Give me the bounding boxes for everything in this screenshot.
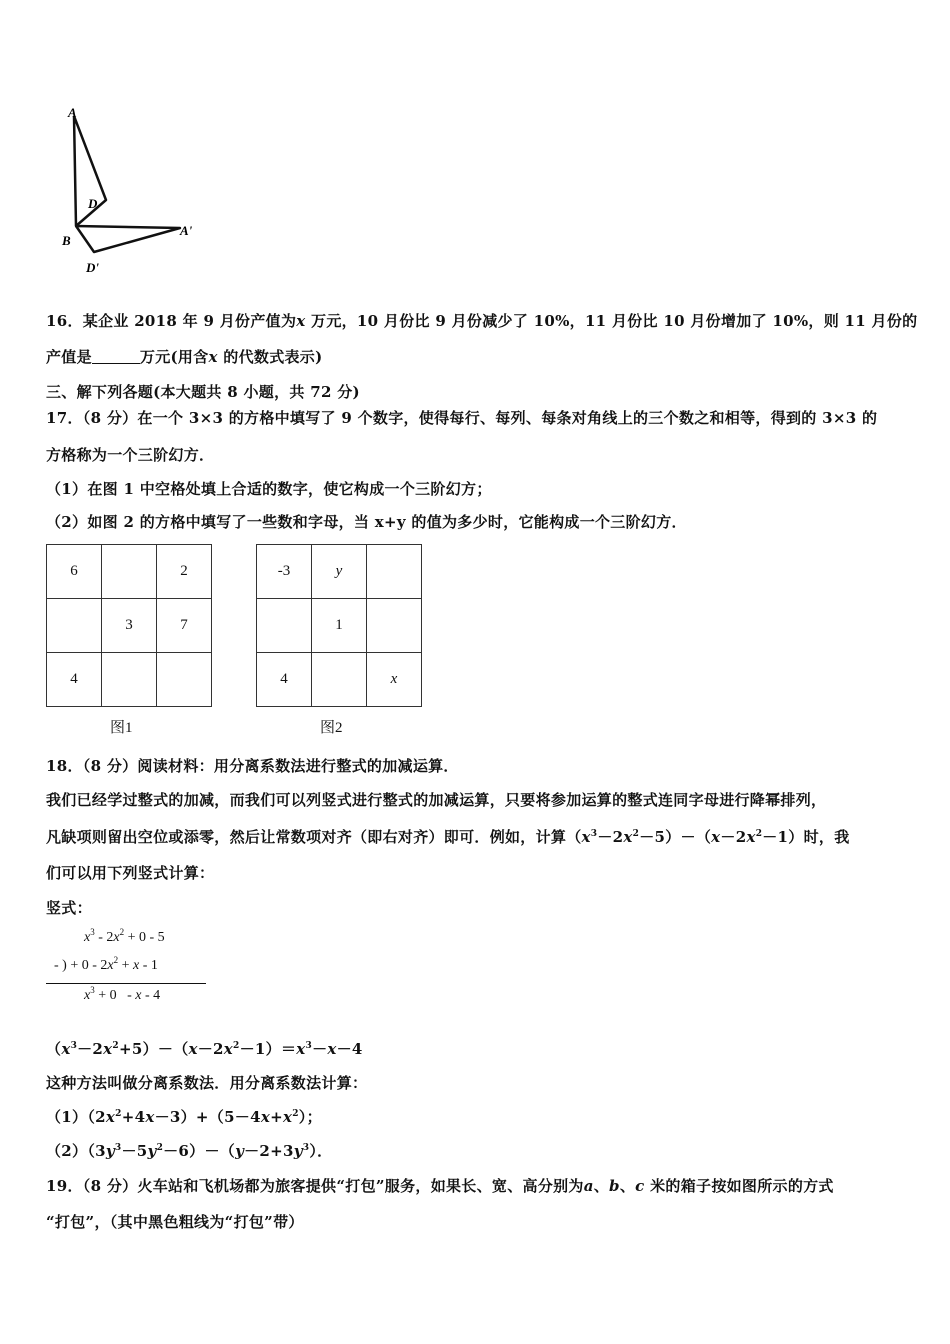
q19-line1: 19．（8 分）火车站和飞机场都为旅客提供“打包”服务，如果长、宽、高分别为a、b、c 米的箱子按如图所示的方式 [46, 1177, 834, 1195]
grid2-cell: 4 [257, 653, 312, 707]
label-D-prime: D' [86, 260, 99, 275]
q18-line3: 凡缺项则留出空位或添零，然后让常数项对齐（即右对齐）即可．例如，计算$(x^3-2x^2-5)-(x-2x^2-1)$时，我 [46, 828, 850, 846]
q18-part1: $(1)(2x^2+4x-3)+(5-4x+x^2)$； [46, 1108, 322, 1126]
label-A-prime: A' [180, 223, 193, 238]
answer-blank[interactable] [92, 349, 140, 364]
grid2-cell [367, 599, 422, 653]
grid2-cell: y [312, 545, 367, 599]
q17-line1: 17．（8 分）在一个 3×3 的方格中填写了 9 个数字，使得每行、每列、每条对角线上的三个数之和相等，得到的 3×3 的 [46, 409, 878, 427]
q19-line2: “打包”，（其中黑色粗线为“打包”带） [46, 1213, 304, 1231]
caption-figure-2: 图2 [320, 720, 343, 736]
label-D: D [88, 196, 98, 211]
q17-part1: （1）在图 1 中空格处填上合适的数字，使它构成一个三阶幻方； [46, 480, 492, 498]
q18-line4: 们可以用下列竖式计算： [46, 864, 215, 882]
q16-line1: 16．某企业 2018 年 9 月份产值为x 万元，10 月份比 9 月份减少了 10%，11 月份比 10 月份增加了 10%，则 11 月份的 [46, 312, 918, 330]
grid1-cell [47, 599, 102, 653]
grid1-cell: 3 [102, 599, 157, 653]
label-B: B [62, 233, 71, 248]
q18-line1: 18．（8 分）阅读材料：用分离系数法进行整式的加减运算． [46, 757, 459, 775]
grid1-cell: 4 [47, 653, 102, 707]
q17-line2: 方格称为一个三阶幻方． [46, 446, 215, 464]
section-heading: 三、解下列各题(本大题共 8 小题，共 72 分) [46, 383, 360, 401]
grid2-cell [257, 599, 312, 653]
q17-part2: （2）如图 2 的方格中填写了一些数和字母，当 x+y 的值为多少时，它能构成一个三阶幻方． [46, 513, 687, 531]
caption-figure-1: 图1 [110, 720, 133, 736]
q18-result: $(x^3-2x^2+5)-(x-2x^2-1)=x^3-x-4$ [46, 1040, 363, 1058]
grid1-cell: 6 [47, 545, 102, 599]
grid2-cell: x [367, 653, 422, 707]
grid1-cell [102, 653, 157, 707]
vertical-divider [46, 983, 206, 984]
magic-square-1 [46, 544, 212, 707]
q18-line5: 竖式： [46, 899, 92, 917]
vertical-row-1: $x^3 - 2x^2 + 0 - 5$ [84, 927, 165, 945]
q16-line2: 产值是 万元(用含x 的代数式表示) [46, 348, 323, 366]
vertical-result: $x^3 + 0 - x - 4$ [84, 985, 161, 1003]
grid2-cell [367, 545, 422, 599]
grid1-cell: 7 [157, 599, 212, 653]
grid1-cell [157, 653, 212, 707]
vertical-row-2: - ) + $0 - 2x^2 + x - 1$ [54, 955, 158, 973]
magic-square-2 [256, 544, 422, 707]
q18-part2: $(2)(3y^3-5y^2-6)-(y-2+3y^3)$． [46, 1142, 333, 1160]
q18-line2: 我们已经学过整式的加减，而我们可以列竖式进行整式的加减运算，只要将参加运算的整式连同字母进行降幂排列， [46, 791, 827, 809]
label-A: A [68, 105, 77, 120]
grid2-cell: -3 [257, 545, 312, 599]
triangle-figure [60, 100, 210, 280]
q18-explain: 这种方法叫做分离系数法．用分离系数法计算： [46, 1074, 368, 1092]
grid2-cell [312, 653, 367, 707]
grid1-cell: 2 [157, 545, 212, 599]
grid2-cell: 1 [312, 599, 367, 653]
grid1-cell [102, 545, 157, 599]
